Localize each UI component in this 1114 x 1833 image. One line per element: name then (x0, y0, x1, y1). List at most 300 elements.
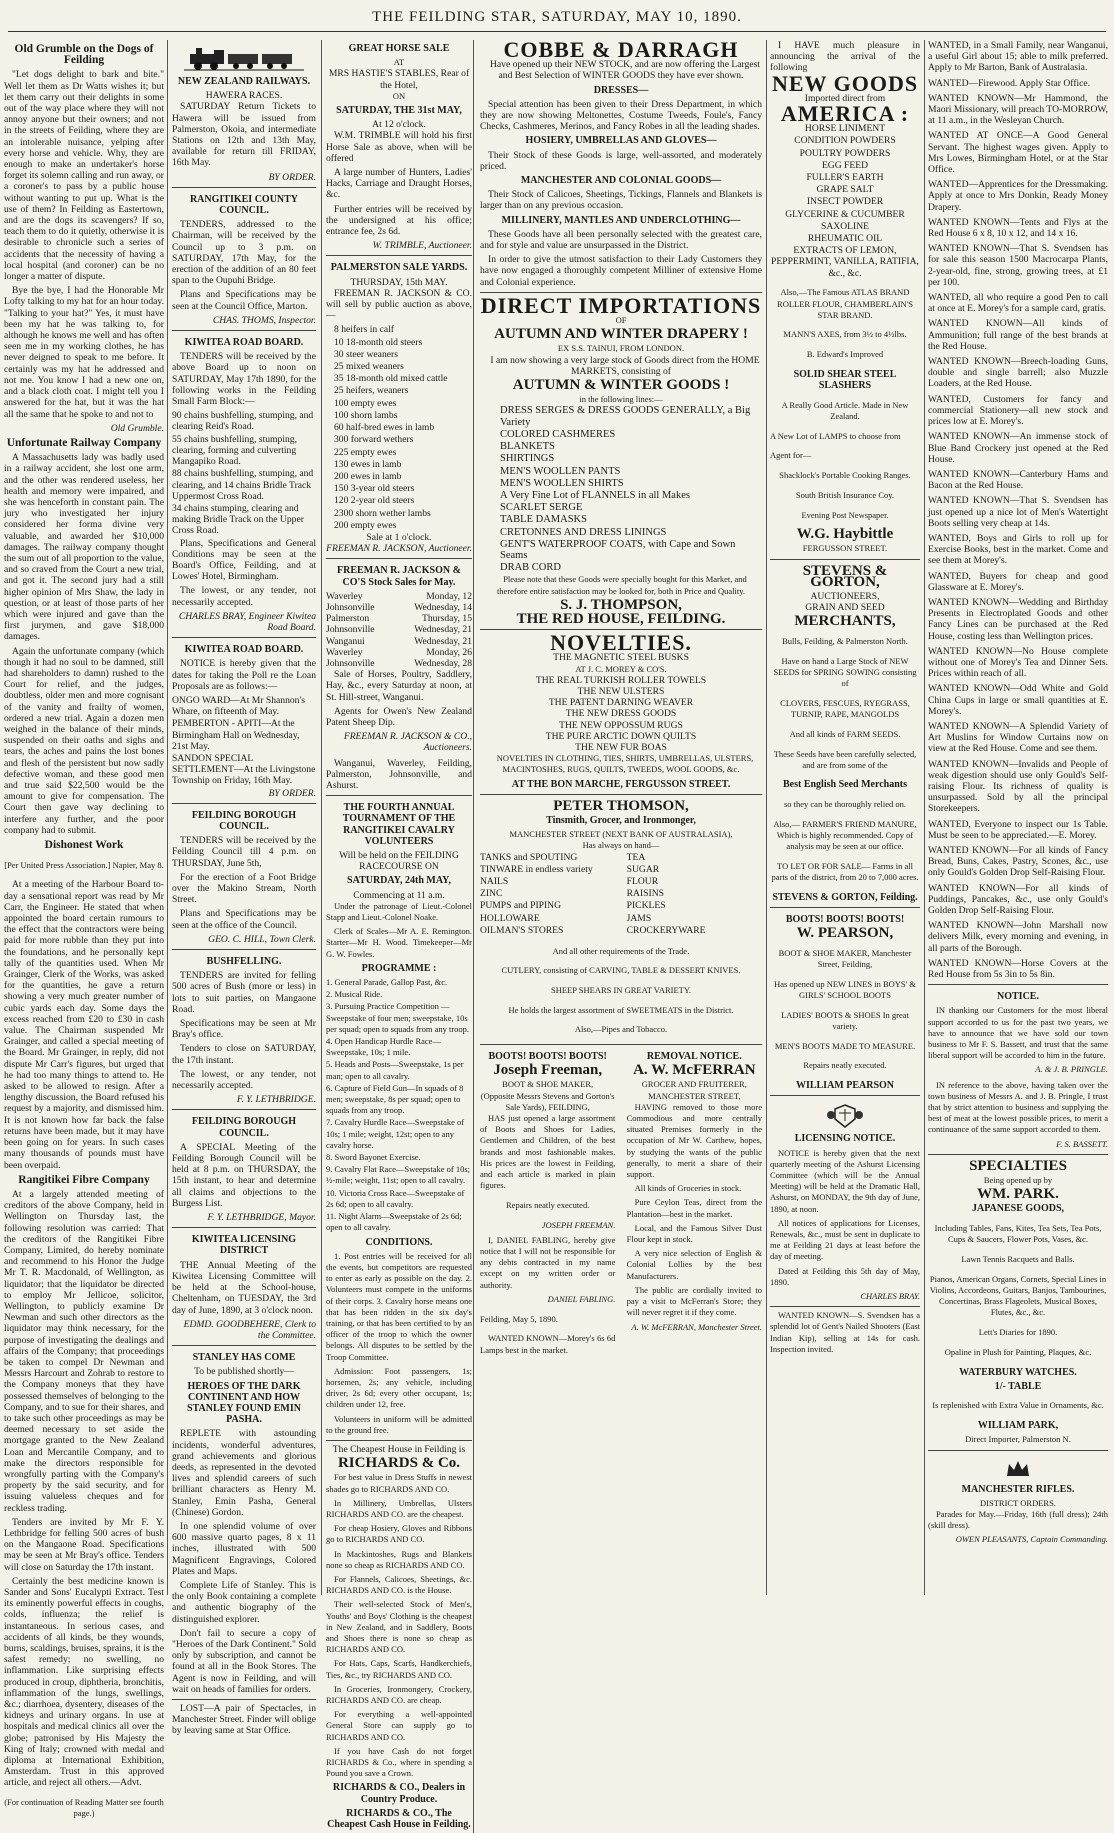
list-item: SAXOLINE (821, 220, 869, 232)
list-item: Their well-selected Stock of Men's, Youths' and Boys' Clothing is the cheapest in New Zealand, and in Saddlery, Boots and Shoes there is none so cheap as RICHARDS AND CO. (326, 1599, 472, 1655)
sale-place: Johnsonville (326, 624, 375, 636)
list-item: THE PATENT DARNING WEAVER (548, 697, 694, 709)
ad-signature: A. & J. B. PRINGLE. (1035, 1064, 1108, 1075)
ad-signature: Direct Importer, Palmerston N. (965, 1434, 1071, 1445)
list-item: TANKS and SPOUTING (480, 851, 578, 863)
ad-title: FEILDING BOROUGH COUNCIL. (191, 809, 297, 832)
article-paragraph: "Let dogs delight to bark and bite." Well let them as Dr Watts wishes it; but let them carry out their delights in some out of the way place where they will not annoy anyone but their owners; and not in the streets of Feilding, where they are an intolerable nuisance, yelping after every horse and vehicle. Why, they are enough to make an undertaker's horse forget its solemn calling and run away, or a coroner's to pass by a public house without wanting to put up. What is the use of them? In Feilding as Eastertown, and are the dogs its scavengers? If so, teach them to do it quietly, otherwise it is desirable to chronicle such a series of accidents that the necessity of having a local hospital (and coroner) can be no longer a matter of dispute. (4, 69, 164, 283)
ad-location: MRS HASTIE'S STABLES, Rear of the Hotel, (328, 68, 470, 91)
ad-heading: DRESSES— (593, 84, 649, 96)
list-item: WANTED, Everyone to inspect our 1s Table. Must be seen to be appreciated.—E. Morey. (928, 818, 1108, 841)
list-item: WANTED KNOWN—Wedding and Birthday Presents in Electroplated Goods and other Fancy Lines can be purchased at the Red House, costing less than Wellington prices. (928, 596, 1108, 642)
ad-body: All notices of applications for Licenses, Renewals, &c., must be sent in duplicate to me at Feilding 21 days at least before the day of meeting. (770, 1217, 920, 1262)
ad-tournament (326, 795, 472, 1436)
ad-date: Feilding, May 5, 1890. (480, 1313, 558, 1324)
ad-heading: 1/- TABLE (994, 1380, 1042, 1392)
coat-of-arms-icon (825, 1103, 865, 1129)
ad-title: KIWITEA LICENSING DISTRICT (191, 1234, 297, 1257)
list-item: THE NEW ULSTERS (577, 685, 665, 697)
list-item: WANTED, Buyers for cheap and good Glassware at E. Morey's. (928, 570, 1108, 593)
ad-title: SPECIALTIES (969, 1157, 1067, 1174)
sale-date: Monday, 26 (426, 646, 472, 658)
ad-body: HAVING removed to those more Commodious and more centrally situated Premises formerly in the occupation of Mr W. Carthew, hopes, by studying the wants of the public generally, to merit a share of their support. (626, 1101, 762, 1180)
list-item: WANTED—Firewood. Apply Star Office. (928, 77, 1091, 89)
list-item: 90 chains bushfelling, stumping, and clearing Reid's Road. (172, 410, 314, 433)
ad-licensing-notice (770, 1095, 920, 1302)
article-paragraph: Certainly the best medicine known is Sander and Sons' Eucalypti Extract. Test its eminently powerful effects in coughs, colds, influenza; the relief is instantaneous. In serious cases, and accidents of all kinds, be they wounds, burns, scaldings, bruises, sprains, it is the safest remedy; no swelling, no inflammation. Like surprising effects produced in croup, diphtheria, bronchitis, inflammation of the lungs, swellings, &c.; diarrhoea, dysentery, diseases of the kidneys and urinary organs. In use at hospitals and medical clinics all over the globe; patronised by His Majesty the King of Italy; crowned with medal and diploma at International Exhibition, Amsterdam. Trust in this approved article, and reject all others.—Advt. (4, 1575, 164, 1789)
ad-heading: WM. PARK. (977, 1186, 1059, 1203)
ad-mcferran (627, 1048, 762, 1359)
list-item: 11. Night Alarm—Sweepstake of 2s 6d; open to all cavalry. (326, 1211, 462, 1233)
ad-peter-thomson (480, 794, 762, 1036)
list-item: 8. Sword Bayonet Exercise. (326, 1152, 421, 1163)
list-item: WANTED KNOWN—Mr Hammond, the Maori Missionary, will preach TO-MORROW, at 11 a.m., in the Wesleyan Church. (928, 92, 1108, 127)
list-item: PUMPS and PIPING (480, 900, 562, 912)
ad-intro: I HAVE much pleasure in announcing the arrival of the following (770, 40, 920, 74)
ad-title: RANGITIKEI COUNTY COUNCIL. (189, 193, 299, 217)
ad-body: A very nice selection of English & Colonial Lollies by the best Manufacturers. (626, 1248, 762, 1281)
list-item: For best value in Dress Stuffs in newest shades go to RICHARDS AND CO. (326, 1472, 472, 1494)
ad-title: FEILDING BOROUGH COUNCIL. (191, 1116, 297, 1139)
ad-body: Repairs neatly executed. (803, 1060, 887, 1071)
ad-body: SATURDAY Return Tickets to Hawera will be issued from Palmerston, Okoia, and intermediate Stations on 12th and 13th May, available for return till FRIDAY, 16th May. (172, 101, 316, 169)
list-item: 8 heifers in calf (334, 324, 394, 336)
ad-manchester-rifles (928, 1450, 1108, 1546)
list-item: 225 empty ewes (334, 446, 397, 458)
masthead-title: THE FEILDING STAR, SATURDAY, MAY 10, 1890. (372, 9, 742, 25)
ad-title: LICENSING NOTICE. (794, 1133, 896, 1145)
ad-body: Opaline in Plush for Painting, Plaques, &c. (944, 1346, 1092, 1357)
list-item: South British Insurance Coy. (795, 489, 895, 500)
list-item: CRETONNES AND DRESS LININGS (500, 526, 667, 538)
list-item: MEN'S WOOLLEN SHIRTS (500, 477, 624, 489)
ad-subtitle: Imported direct from (804, 92, 886, 104)
ad-body: Local, and the Famous Silver Dust Flour kept in stock. (626, 1222, 762, 1245)
masthead (0, 0, 1114, 34)
ad-heading: AMERICA : (780, 101, 910, 127)
col3-main (473, 37, 762, 1833)
ad-title: NEW ZEALAND RAILWAYS. (177, 76, 311, 87)
list-item: WANTED KNOWN—That S. Svendsen has for sale this season 1500 Macrocarpa Plants, 2-year-old, fine, strong, growing trees, at £1 per 100. (928, 243, 1108, 288)
ad-heading: HEROES OF THE DARK CONTINENT AND HOW STANLEY FOUND EMIN PASHA. (187, 1380, 301, 1426)
ad-body: Special attention has been given to their Dress Department, in which they are now showing Meltonettes, Costume Tweeds, Foule's, Fancy Checks, Cashmeres, Merinos, and Fancy Robes in all the leading shades. (480, 98, 762, 133)
ad-lost (172, 1699, 316, 1737)
ad-date: THURSDAY, 15th MAY. (350, 276, 448, 288)
ad-pearson (770, 907, 920, 1091)
ad-horse-sale (326, 43, 472, 251)
list-item: PICKLES (626, 900, 666, 912)
ad-body: MANN'S AXES, from 3½ to 4½lbs. (783, 329, 907, 340)
ad-body: Also,—Pipes and Tobacco. (574, 1024, 668, 1035)
list-item: CONDITION POWDERS (794, 135, 896, 147)
ad-novelties (480, 629, 762, 790)
ad-body: For the erection of a Foot Bridge over the Makino Stream, North Street. (172, 871, 316, 906)
ad-subtitle: To be published shortly— (194, 1366, 294, 1378)
ad-signature: CHARLES BRAY, Engineer Kiwitea Road Board. (178, 610, 316, 633)
list-item: RHEUMATIC OIL (807, 233, 883, 245)
ad-note: Please note that these Goods were specially bought for this Market, and therefore entire satisfaction may be looked for, both in Price and Quality. (496, 574, 747, 596)
ad-body: Agents for Owen's New Zealand Patent Sheep Dip. (326, 705, 472, 728)
article-paragraph: Again the unfortunate company (which though it had no soul to be damned, still had shareholders to damn) rushed to the Court for relief, and the judges, doubtless, older men and more cognisant of the vanity and frailty of women, ordered a new trial. Again a dozen men weighed in the balance of their minds, suspended on their oaths and sighs and tears, the aches and pains the lost bones and flesh of the persistent but now sadly defective woman, and these good men and true said $22,500 would be the amount to give for compensation. The Court then gave way declining to interfere any further, and the poor company had to submit. (4, 645, 164, 836)
ad-body: Their Stock of Calicoes, Sheetings, Tickings, Flannels and Blankets is larger than on any previous occasion. (480, 189, 762, 212)
ad-body: The lowest, or any tender, not necessarily accepted. (172, 1068, 316, 1092)
list-item: BLANKETS (500, 441, 555, 453)
ad-subtitle: HAWERA RACES. (205, 90, 283, 102)
ad-signature: S. J. THOMPSON, (560, 596, 682, 613)
list-item: 9. Cavalry Flat Race—Sweepstake of 10s; ½-mile; weight, 11st; open to all cavalry. (326, 1164, 470, 1186)
list-item: 7. Cavalry Hurdle Race—Sweepstake of 10s; 1 mile; weight, 12st; open to any cavalry horse. (326, 1117, 465, 1150)
ad-signature: THE RED HOUSE, FEILDING. (516, 610, 726, 627)
list-item: RAISINS (626, 888, 664, 900)
ad-subtitle: AUCTIONEERS, (810, 591, 880, 603)
list-item: DRESS SERGES & DRESS GOODS GENERALLY, a Big Variety (500, 405, 751, 428)
ad-body: NOTICE is hereby given that the dates for taking the Poll re the Loan Proposals are as follows:— (172, 658, 316, 692)
ad-title: PALMERSTON SALE YARDS. (330, 262, 468, 274)
ad-body: Further entries will be received by the undersigned at his office; entrance fee, 2s 6d. (326, 203, 472, 238)
list-item: 100 shorn lambs (334, 409, 398, 421)
list-item: COLORED CASHMERES (500, 428, 616, 440)
ad-cobbe-darragh (480, 37, 762, 288)
col3-layout (326, 37, 762, 1833)
ad-body: Tenders to close on SATURDAY, the 17th instant. (172, 1043, 316, 1066)
ad-body: Plans and Specifications may be seen at the Council Office, Marton. (172, 289, 316, 312)
list-item: 60 half-bred ewes in lamb (334, 422, 435, 434)
ad-feilding-council-meeting (172, 1109, 316, 1223)
ad-subtitle: GRAIN AND SEED (805, 602, 885, 614)
sale-place: Waverley (326, 646, 363, 658)
ad-at: AT (393, 57, 405, 68)
list-item: THE REAL TURKISH ROLLER TOWELS (535, 674, 707, 686)
list-item: 2300 shorn wether lambs (334, 507, 431, 519)
column-rule (167, 40, 168, 1595)
ad-heading: MILLINERY, MANTLES AND UNDERCLOTHING— (501, 214, 741, 226)
list-item: TINWARE in endless variety (480, 863, 593, 875)
ad-body: The public are cordially invited to pay a visit to McFerran's Store; they will never regret it if they come. (626, 1284, 762, 1318)
article-paragraph: Tenders are invited by Mr F. Y. Lethbridge for felling 500 acres of bush on the Mangaone Road. Specifications may be seen at Mr Bray's office. Tenders will close on Saturday the 17th instant. (4, 1516, 164, 1573)
ad-body: Admission: Foot passengers, 1s; horsemen, 2s; any vehicle, including driver, 2s 6d; every other occupant, 1s; children under 12, free. (326, 1365, 472, 1410)
ad-signature: AT THE BON MARCHE, FERGUSSON STREET. (511, 778, 731, 790)
ad-subtitle: AUTUMN AND WINTER DRAPERY ! (494, 326, 748, 343)
ad-signature: WILLIAM PEARSON (795, 1080, 895, 1092)
ad-ship: EX S.S. TAINUI, FROM LONDON. (557, 343, 685, 354)
list-item: For Flannels, Calicoes, Sheetings, &c. RICHARDS AND CO. is the House. (326, 1573, 472, 1596)
list-item: GENT'S WATERPROOF COATS, with Cape and Sown Seams (500, 538, 736, 561)
list-item: 120 2-year old steers (334, 495, 415, 507)
list-item: HOLLOWARE (480, 912, 540, 924)
ad-body: THE Annual Meeting of the Kiwitea Licensing Committee will be held at the School-house, Cheltenham, on TUESDAY, the 3rd day of June, 1890, at 3 o'clock noon. (172, 1259, 316, 1316)
crown-icon (1004, 1458, 1032, 1480)
column-rule (766, 40, 767, 1595)
ad-of: OF (615, 315, 627, 326)
list-item: MEN'S WOOLLEN PANTS (500, 465, 621, 477)
list-item: A Very Fine Lot of FLANNELS in all Makes (500, 489, 690, 501)
list-item: 200 ewes in lamb (334, 470, 402, 482)
ad-title: PETER THOMSON, (553, 797, 689, 814)
ad-title: BUSHFELLING. (206, 956, 282, 968)
ad-body: Volunteers in uniform will be admitted to the ground free. (326, 1413, 472, 1435)
ad-title: NOVELTIES. (550, 630, 692, 656)
article-paragraph: A Massachusetts lady was badly used in a railway accident, she lost one arm, and the other was rendered useless, her health and memory were impaired, and she was henceforth in constant pain. The jury who investigated her injury considered her forma divine very valuable, and awarded her $10,000 damages. The railway company thought the sum out of all proportion to the value, and so craved from the Court a new trial, and got it. The second jury had a still higher opinion of Mrs Shaw, the lady in question, or at least of those parts of her which were injured and gave than the first jurymen, and gave $18,000 damages. (4, 452, 164, 643)
ad-body: WANTED KNOWN—Morey's 6s 6d Lamps best in the market. (480, 1333, 616, 1355)
list-item: 35 18-month old mixed cattle (334, 373, 448, 385)
ad-signature: CHARLES BRAY. (860, 1290, 920, 1301)
ad-body: W.M. TRIMBLE will hold his first Horse Sale as above, when will be offered (326, 130, 472, 164)
ad-address: FERGUSSON STREET. (802, 543, 888, 554)
column-rule (924, 40, 925, 1595)
sale-date: Thursday, 15 (421, 613, 472, 625)
list-item: If you have Cash do not forget RICHARDS & Co., where in spending a Pound you save a Crown. (326, 1745, 472, 1779)
ad-body: He holds the largest assortment of SWEETMEATS in the District. (508, 1004, 734, 1015)
ad-heading: Best English Seed Merchants (783, 779, 907, 791)
ad-palmerston-sale (326, 255, 472, 554)
ad-body: WANTED KNOWN—S. Svendsen has a splendid lot of Gent's Nailed Shooters (East Indian Kip), selling at 14s for cash. Inspection invited. (770, 1310, 920, 1354)
sale-place: Wanganui (326, 635, 365, 647)
list-item: INSECT POWDER (806, 196, 884, 208)
ad-subtitle: BOOT & SHOE MAKER, (502, 1079, 594, 1090)
list-item: ONGO WARD—At Mr Shannon's Whare, on fifteenth of May. (172, 694, 305, 718)
ad-body: TENDERS, addressed to the Chairman, will be received by the Council up to 3 p.m. on SATURDAY, 17th May, for the erection of the addition of an 80 feet span to the Oupuhi Bridge. (172, 219, 316, 287)
list-item: WANTED, Customers for fancy and commercial Stationery—all new stock and prices low at E. Morey's. (928, 393, 1108, 428)
ad-signature: RICHARDS & CO., The Cheapest Cash House in Feilding. (327, 1807, 471, 1831)
ad-body: Plans, Specifications and General Conditions may be seen at the Board's Office, Feilding, and at Lowes' Hotel, Birmingham. (172, 537, 316, 583)
ad-at: AT J. C. MOREY & CO'S. (575, 663, 667, 674)
list-item: 2. Musical Ride. (326, 989, 383, 1000)
article-dateline: [Per United Press Association.] Napier, May 8. (4, 859, 164, 870)
ad-body: And all other requirements of the Trade. (552, 945, 690, 956)
list-item: WANTED KNOWN—Odd White and Gold China Cups in large or small quantities at E. Morey's. (928, 683, 1108, 717)
ad-signature: CHAS. THOMS, Inspector. (212, 314, 316, 326)
ad-body: HAS just opened a large assortment of Boots and Shoes for Ladies, Gentlemen and Children, of the best brands and most fashionable makes. His prices are the lowest in Feilding, and each article is marked in plain figures. (480, 1113, 616, 1191)
ad-railways (172, 44, 316, 183)
ad-heading: WATERBURY WATCHES. (959, 1366, 1077, 1378)
continuation-note: (For continuation of Reading Matter see fourth page.) (4, 1797, 164, 1819)
list-item: 10 18-month old steers (334, 336, 423, 348)
ad-body: Sale of Horses, Poultry, Saddlery, Hay, &c., every Saturday at noon, at St. Hill-street, Wanganui. (326, 669, 472, 703)
ad-title: DIRECT IMPORTATIONS (480, 292, 762, 318)
list-item: WANTED, Boys and Girls to roll up for Exercise Books, best in the market. Come and see them at Morey's. (928, 532, 1108, 567)
ad-signature: WILLIAM PARK, (977, 1420, 1059, 1432)
ad-body: These Seeds have been carefully selected, and are from some of the (773, 748, 917, 770)
list-item: SHIRTINGS (500, 453, 555, 465)
list-item: WANTED KNOWN—Tents and Flys at the Red House 6 x 8, 10 x 12, and 14 x 16. (928, 216, 1108, 240)
ad-signature: W. TRIMBLE, Auctioneer. (372, 240, 472, 252)
ad-body: FREEMAN R. JACKSON & CO. will sell by public auction as above,— (326, 287, 472, 322)
list-item: THE NEW FUR BOAS (575, 741, 667, 753)
col3-left (326, 40, 472, 1833)
ad-body: Complete Life of Stanley. This is the only Book containing a complete and authentic biography of the distinguished explorer. (172, 1579, 316, 1625)
list-item: EGG FEED (821, 159, 869, 171)
ad-body: TENDERS will be received by the above Board up to noon on SATURDAY, May 17th 1890, for the following works in the Feilding Small Farm Block:— (172, 351, 316, 408)
list-item: DRAB CORD (500, 562, 561, 574)
list-item: WANTED KNOWN—All kinds of Ammunition; full range of the best brands at the Red House. (928, 318, 1108, 352)
ad-title: MANCHESTER RIFLES. (961, 1483, 1075, 1495)
list-item: 34 chains stumping, clearing and making Bridle Track on the Upper Cross Road. (172, 502, 304, 537)
ad-body: In one splendid volume of over 600 massive quarto pages, 8 x 11 inches, illustrated with 500 Magnificent Engravings, Colored Plates and Maps. (172, 1520, 316, 1577)
list-item: PEMBERTON - APITI—At the Birmingham Hall on Wednesday, 21st May. (172, 718, 300, 752)
list-item: WANTED KNOWN—For all kinds of Puddings, Pancakes, &c., use only Gould's Golden Drop Self-Raising Flour. (928, 882, 1108, 917)
ad-body: A New Lot of LAMPS to choose from (770, 430, 901, 441)
ad-rangitikei-council (172, 187, 316, 326)
list-item: WANTED KNOWN—An immense stock of Blue Band Crockery just opened at the Red House. (928, 431, 1108, 465)
ad-body: Lett's Diaries for 1890. (978, 1327, 1058, 1338)
list-item: Shacklock's Portable Cooking Ranges. (779, 470, 911, 481)
list-item: 5. Heads and Posts—Sweepstake, 1s per man; open to all cavalry. (326, 1059, 464, 1081)
ad-signature: A. W. McFERRAN, Manchester Street. (631, 1321, 762, 1332)
list-item: THE NEW DRESS GOODS (565, 708, 677, 720)
ad-stanley (172, 1345, 316, 1695)
ad-heading: JAPANESE GOODS, (971, 1203, 1065, 1215)
list-item: 100 empty ewes (334, 397, 397, 409)
list-item: WANTED KNOWN—Horse Covers at the Red House from 5s 3in to 5s 8in. (928, 957, 1108, 981)
ad-haybittle (770, 40, 920, 555)
list-item: WANTED KNOWN—John Marshall now delivers Milk, every morning and evening, in all parts of the Borough. (928, 920, 1108, 954)
ad-body: Pianos, American Organs, Cornets, Special Lines in Violins, Accordeons, Guitars, Banjos, Tambourines, Concertinas, Brass Flageolets, Musical Boxes, Flutes, &c., &c. (929, 1273, 1107, 1318)
ad-body: CUTLERY, consisting of CARVING, TABLE & DESSERT KNIVES. (501, 965, 741, 976)
ad-joseph-freeman (480, 1048, 615, 1359)
list-item: WANTED KNOWN—For all kinds of Fancy Bread, Buns, Cakes, Pastry, Scones, &c., use only Gould's Golden Drop Self-Raising Flour. (928, 845, 1108, 879)
list-item: WANTED KNOWN—A Splendid Variety of Art Muslins for Window Curtains now on view at the Red House. Come and see them. (928, 720, 1108, 755)
list-item: OILMAN'S STORES (480, 924, 564, 936)
ad-body: NOTICE is hereby given that the next quarterly meeting of the Ashurst Licensing Committee (which will be the Annual Meeting) will be held at the Dramatic Hall, Ashurst, on MONDAY, the 9th day of June, 1890, at noon. (770, 1147, 920, 1214)
ad-richards (326, 1440, 472, 1830)
list-item: ZINC (480, 888, 503, 900)
ad-body: LADIES' BOOTS & SHOES In great variety. (781, 1009, 909, 1031)
ad-signature: GEO. C. HILL, Town Clerk. (208, 933, 316, 945)
ad-date: Dated at Feilding this 5th day of May, 1890. (770, 1265, 920, 1287)
ad-signature: F. Y. LETHBRIDGE, Mayor. (207, 1212, 316, 1224)
ad-location: Bulls, Feilding, & Palmerston North. (782, 636, 908, 647)
sale-date: Wednesday, 21 (414, 635, 472, 647)
article-paragraph: At a largely attended meeting of creditors of the above Company, held in Wellington on Thursday last, the following resolution was carried: That the creditors of the Rangitikei Fibre Company, Limited, do hereby nominate and recommend to his Honor the Judge Mr T. R. Macdonald, of Wellington, as liquidator; that the liquidator be directed to employ Mr Jellicoe, solicitor, Wellington, to publicly examine Dr Newman and such other directors as the liquidator may think necessary, for the purpose of investigating the dealings and affairs of the Company; that proceedings be taken to compel Dr Newman and Messrs Harcourt and Zohrab to restore to the Company moneys that they have possessed themselves of belonging to the Company, and to sue for their shares, and to take such other proceedings as may be deemed necessary to set aside the mortgage granted to the New Zealand Loan and Mercantile Company, and to make the directors responsible for wrongfully parting with the Company's property by the said security, and for issuing valueless cheques and for reckless trading. (4, 1188, 164, 1514)
ad-body: Agent for— (770, 450, 812, 461)
ad-intro: Have opened up their NEW STOCK, and are now offering the Largest and Best Selection of WINTER GOODS they have ever shown. (490, 59, 760, 82)
article-paragraph: Bye the bye, I had the Honorable Mr Lofty talking to my hat for an hour today. "Talking to your hat?" Yes, it must have been my hat he was talking to, for although he knows me well and has often seen me in my working clothes, he has never deigned to speak to me before. It certainly was my hat he addressed and not me. You know I had a new one on, and a black cloth coat. I might tell you I answered for the hat, but it was the hat all the same that he spoke to and not to (4, 285, 164, 420)
ad-body: A SPECIAL Meeting of the Feilding Borough Council will be held at 8 p.m. on THURSDAY, the 15th instant, to hear and determine all claims and objections to the Burgess List. (172, 1141, 316, 1209)
ad-body: Under the patronage of Lieut.-Colonel Stapp and Lieut.-Colonel Noake. (326, 900, 472, 923)
ad-heading: PROGRAMME : (361, 962, 437, 974)
list-item: 150 3-year old steers (334, 483, 415, 495)
ad-signature: W.G. Haybittle (796, 526, 894, 543)
ad-body: Repairs neatly executed. (506, 1199, 590, 1210)
sale-date: Wednesday, 14 (414, 601, 472, 613)
ad-address: (Opposite Messrs Stevens and Gorton's Sale Yards), FEILDING, (480, 1090, 615, 1112)
ad-stock-list (480, 852, 762, 937)
list-item: POULTRY POWDERS (799, 147, 891, 159)
ad-body: SHEEP SHEARS IN GREAT VARIETY. (550, 984, 692, 995)
ad-body: IN reference to the above, having taken over the town business of Messrs A. and J. B. Pringle, I trust that by strict attention to business and supplying the best of meat at the lowest possible prices, to merit a continuance of the same support accorded to them. (928, 1079, 1108, 1135)
ad-on: ON (392, 90, 406, 101)
list-item: Evening Post Newspaper. (801, 509, 889, 520)
sale-place: Waverley (326, 590, 363, 602)
sale-place: Johnsonville (326, 657, 375, 669)
ad-notice (928, 984, 1108, 1150)
ad-title: KIWITEA ROAD BOARD. (184, 644, 304, 656)
list-item: WANTED—Apprentices for the Dressmaking. Apply at once to Mrs Donkin, Ready Money Drapery. (928, 179, 1108, 213)
ad-location: Will be held on the FEILDING RACECOURSE ON (339, 850, 459, 873)
ad-body: Also,— FARMER'S FRIEND MANURE, Which is highly recommended. Copy of analysis may be seen at our office. (773, 818, 917, 852)
ad-intro: The Cheapest House in Feilding is (332, 1443, 466, 1455)
ad-title: NEW GOODS (771, 70, 919, 96)
ad-body: TENDERS will be received by the Feilding Council till 4 p.m. on THURSDAY, June 5th, (172, 835, 316, 869)
list-item: FLOUR (626, 876, 659, 887)
list-item: For cheap Hosiery, Gloves and Ribbons go to RICHARDS AND CO. (326, 1523, 472, 1545)
ad-body: A Really Good Article. Made in New Zealand. (781, 399, 909, 421)
list-item: THE PURE ARCTIC DOWN QUILTS (545, 730, 697, 742)
list-item: SUGAR (626, 863, 660, 875)
ad-title: THE FOURTH ANNUAL TOURNAMENT OF THE RANGITIKEI CAVALRY VOLUNTEERS (342, 802, 456, 847)
list-item: For Hats, Caps, Scarfs, Handkerchiefs, Ties, &c., try RICHARDS AND CO. (326, 1658, 472, 1680)
ad-body: In order to give the utmost satisfaction to their Lady Customers they have now engaged a thoroughly competent Milliner of extensive Home and Colonial experience. (480, 254, 762, 288)
ad-heading: HOSIERY, UMBRELLAS AND GLOVES— (525, 135, 717, 147)
ad-title: GREAT HORSE SALE (348, 43, 450, 54)
list-item: 25 heifers, weaners (334, 385, 409, 397)
ad-heading: BOOTS! BOOTS! BOOTS! (488, 1051, 607, 1063)
column-rule (321, 40, 322, 1595)
ad-body: REPLETE with astounding incidents, wonderful adventures, grand achievements and glorious deeds, as represented in the devoted lives and splendid careers of such brilliant characters as Henry M. Stanley, Emin Pasha, General (Chinese) Gordon. (172, 1428, 316, 1518)
list-item: 130 ewes in lamb (334, 458, 402, 470)
list-item: WANTED, in a Small Family, near Wanganui, a useful Girl about 15; able to milk preferred. Apply to Mr Barton, Bank of Australasia. (928, 40, 1108, 74)
article-paragraph: At a meeting of the Harbour Board to-day a sensational report was read by Mr Carr, the Engineer. He stated that when appointed the board certain rumours to the effect that the contractors were being paid for more rubble than they put into the foundations, and he personally kept tally of the quantities used. When Mr Grainger, Clerk of the Works, was asked for the quantities, he gave a return showing a very much greater number of cubic yards each day. Some days the excess reached from £20 to £30 in cash value. The Chairman suspended Mr Grainger, and called a special meeting of the Board. Mr Grainger, in reply, did not dispute Mr Carr's figures, but urged that he had too many things to attend to. He asked to be allowed to resign. After a lengthy discussion, the Board refused his request by a majority, and dismissed him. It is not known how far back the false returns have been made, but it may have been going on for years. In such cases many thousands of pounds must have been overpaid. (4, 879, 164, 1171)
ad-bushfelling (172, 949, 316, 1105)
masthead-rule (8, 31, 1106, 32)
ad-time: Commencing at 11 a.m. (353, 889, 445, 901)
list-item: WANTED KNOWN—That S. Svendsen has just opened up a nice lot of Men's Watertight Boots selling very cheap at 14s. (928, 495, 1108, 529)
ad-signature: BY ORDER. (268, 787, 316, 799)
ad-time: At 12 o'clock. (372, 119, 426, 131)
list-item: 300 forward wethers (334, 434, 414, 446)
ad-heading: BOOTS! BOOTS! BOOTS! (785, 914, 905, 926)
list-item: WANTED KNOWN—Invalids and People of weak digestion should use only Gould's Self-raising Flour. Its richness of quality is unsurpassed. Sold by all the principal Storekeepers. (928, 758, 1108, 815)
ad-address: MANCHESTER STREET (NEXT BANK OF AUSTRALASIA), (509, 829, 733, 840)
list-item: WANTED KNOWN—Canterbury Hams and Bacon at the Red House. (928, 468, 1108, 492)
ad-body: CLOVERS, FESCUES, RYEGRASS, TURNIP, RAPE, MANGOLDS (780, 697, 910, 720)
list-item: NAILS (480, 876, 509, 887)
sale-date: Monday, 12 (426, 590, 472, 602)
list-item: 3. Pursuing Practice Competition — Sweepstake of four men; sweepstake, 10s per squad; open to squads from any troop. (326, 1001, 470, 1034)
article-title: Old Grumble on the Dogs of Feilding (14, 43, 154, 67)
ad-svendsen (770, 1306, 920, 1355)
ad-body: Also,—The Famous ATLAS BRAND ROLLER FLOUR, CHAMBERLAIN'S STAR BRAND. (777, 287, 913, 320)
ad-body: Has opened up NEW LINES in BOYS' & GIRLS' SCHOOL BOOTS (774, 978, 916, 1001)
ad-body: TO LET OR FOR SALE— Farms in all parts of the district, from 20 to 7,000 acres. (771, 860, 919, 883)
ad-signature: BY ORDER. (268, 171, 316, 183)
list-item: In Groceries, Ironmongery, Crockery, RICHARDS AND CO. are cheap. (326, 1683, 472, 1706)
ad-body: All kinds of Groceries in stock. (634, 1183, 742, 1194)
column-1 (4, 40, 164, 1819)
ad-signature: OWEN PLEASANTS, Captain Commanding. (955, 1534, 1108, 1545)
ad-title: STEVENS & GORTON, (802, 562, 888, 590)
ad-intro: Has always on hand— (582, 840, 660, 851)
ad-heading: CONDITIONS. (365, 1236, 433, 1248)
ad-title: RICHARDS & Co. (337, 1455, 461, 1472)
ad-specialties (928, 1154, 1108, 1446)
ad-body: A large number of Hunters, Ladies' Hacks, Carriage and Draught Horses, &c. (326, 167, 472, 201)
ad-body: LOST—A pair of Spectacles, in Manchester Street. Finder will oblige by leaving same at Star Office. (172, 1703, 316, 1737)
ad-date: SATURDAY, 24th MAY, (347, 875, 451, 887)
list-item: WANTED KNOWN—Breech-loading Guns, double and single barrell; also Muzzle Loaders, at the Red House. (928, 356, 1108, 390)
ad-date: SATURDAY, THE 31st MAY, (336, 105, 462, 117)
list-item: WANTED AT ONCE—A Good General Servant. The highest wages given. Apply to Mrs Lowes, Birmingham Hotel, or at the Star Office. (928, 130, 1108, 176)
ad-subtitle: Tinsmith, Grocer, and Ironmonger, (546, 814, 696, 826)
list-item: In Mackintoshes, Rugs and Blankets none so cheap as RICHARDS AND CO. (326, 1548, 472, 1570)
ad-body: The lowest, or any tender, not necessarily accepted. (172, 585, 316, 608)
ad-body: TENDERS are invited for felling 500 acres of Bush (more or less) in lots to suit parties, on Mangaone Road. (172, 970, 316, 1015)
ad-subtitle: GROCER AND FRUITERER, MANCHESTER STREET, (641, 1079, 747, 1101)
ad-signature: FREEMAN R. JACKSON & CO., Auctioneers. (343, 731, 472, 754)
list-item: FULLER'S EARTH (806, 172, 884, 184)
article-signature: Old Grumble. (110, 422, 164, 434)
ad-feilding-council (172, 803, 316, 945)
